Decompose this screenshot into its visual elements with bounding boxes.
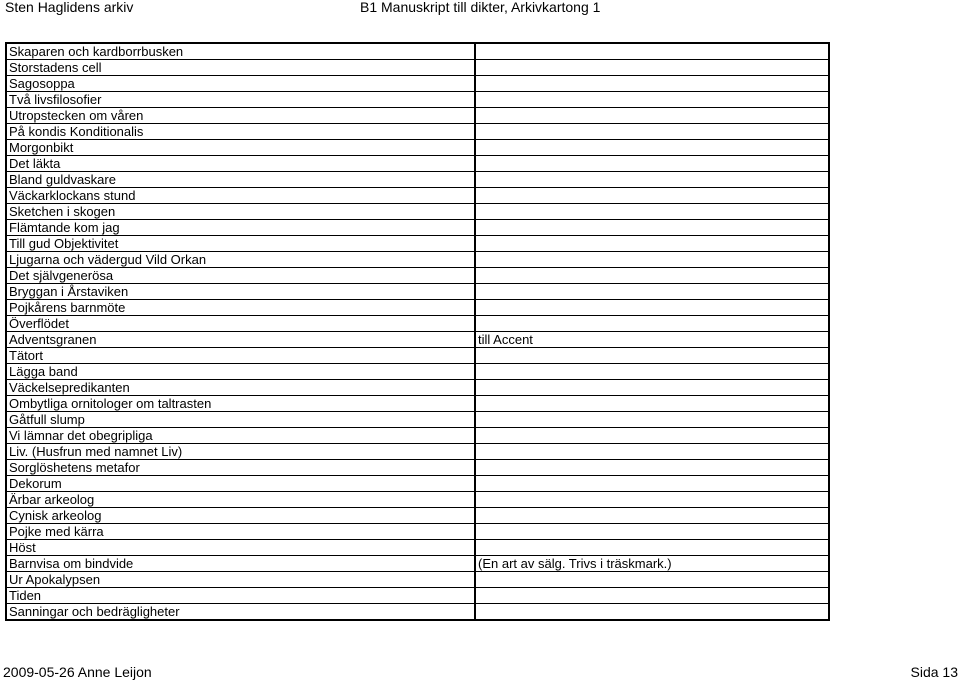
poem-title-cell: Ljugarna och vädergud Vild Orkan [6,252,475,268]
poem-note-cell [475,43,829,60]
table-row [6,572,829,588]
poem-title-cell: Ärbar arkeolog [6,492,475,508]
poem-title-cell: Bryggan i Årstaviken [6,284,475,300]
table-row [6,476,829,492]
poem-title-cell: Det läkta [6,156,475,172]
poem-title-cell: På kondis Konditionalis [6,124,475,140]
table-row [6,43,829,60]
poem-note-cell [475,412,829,428]
table-row [6,540,829,556]
poem-note-cell [475,380,829,396]
poem-note-cell [475,60,829,76]
poem-note-cell: till Accent [475,332,829,348]
table-row [6,76,829,92]
poem-title-cell: Sanningar och bedrägligheter [6,604,475,621]
table-row [6,588,829,604]
poem-title-cell: Utropstecken om våren [6,108,475,124]
poem-note-cell [475,76,829,92]
poem-note-cell [475,316,829,332]
poem-note-cell [475,140,829,156]
page-footer [0,664,960,680]
poem-title-cell: Två livsfilosofier [6,92,475,108]
poem-title-cell: Adventsgranen [6,332,475,348]
poem-title-cell: Flämtande kom jag [6,220,475,236]
poem-title-cell: Gåtfull slump [6,412,475,428]
poem-title-cell: Sagosoppa [6,76,475,92]
poem-title-cell: Pojke med kärra [6,524,475,540]
table-row [6,332,829,348]
table-row [6,396,829,412]
table-row [6,300,829,316]
page-number: Sida 13 [910,664,958,680]
poem-note-cell [475,572,829,588]
poem-title-cell: Sorglöshetens metafor [6,460,475,476]
poem-note-cell [475,604,829,621]
table-row [6,204,829,220]
poem-note-cell [475,284,829,300]
poem-note-cell [475,236,829,252]
poem-title-cell: Ur Apokalypsen [6,572,475,588]
poem-title-cell: Höst [6,540,475,556]
poem-title-cell: Storstadens cell [6,60,475,76]
table-row [6,108,829,124]
table-row [6,92,829,108]
poem-note-cell: (En art av sälg. Trivs i träskmark.) [475,556,829,572]
table-row [6,188,829,204]
poem-title-cell: Överflödet [6,316,475,332]
poem-title-cell: Barnvisa om bindvide [6,556,475,572]
poem-note-cell [475,460,829,476]
poem-title-cell: Tätort [6,348,475,364]
table-row [6,172,829,188]
poem-note-cell [475,396,829,412]
archive-name: Sten Haglidens arkiv [5,0,134,15]
poem-title-cell: Det självgenerösa [6,268,475,284]
poem-note-cell [475,300,829,316]
table-row [6,412,829,428]
poem-note-cell [475,92,829,108]
document-title: B1 Manuskript till dikter, Arkivkartong 1 [360,0,601,15]
poem-title-cell: Liv. (Husfrun med namnet Liv) [6,444,475,460]
table-row [6,220,829,236]
poem-note-cell [475,492,829,508]
poem-title-cell: Bland guldvaskare [6,172,475,188]
poem-title-cell: Cynisk arkeolog [6,508,475,524]
poem-title-cell: Vi lämnar det obegripliga [6,428,475,444]
poem-title-cell: Skaparen och kardborrbusken [6,43,475,60]
poem-title-cell: Väckarklockans stund [6,188,475,204]
table-body [6,43,829,620]
poem-note-cell [475,252,829,268]
table-row [6,428,829,444]
poem-title-cell: Sketchen i skogen [6,204,475,220]
poem-note-cell [475,124,829,140]
poem-title-cell: Till gud Objektivitet [6,236,475,252]
table-row [6,348,829,364]
poem-title-cell: Ombytliga ornitologer om taltrasten [6,396,475,412]
table-row [6,284,829,300]
poem-note-cell [475,476,829,492]
table-row [6,604,829,621]
poem-title-cell: Lägga band [6,364,475,380]
manuscript-table [5,42,830,621]
table-row [6,556,829,572]
page-header [0,0,960,20]
table-row [6,508,829,524]
poem-note-cell [475,268,829,284]
poem-note-cell [475,508,829,524]
table-row [6,380,829,396]
poem-note-cell [475,156,829,172]
table-row [6,252,829,268]
table-row [6,364,829,380]
poem-note-cell [475,540,829,556]
poem-title-cell: Tiden [6,588,475,604]
poem-note-cell [475,172,829,188]
table-row [6,140,829,156]
table-row [6,236,829,252]
poem-note-cell [475,188,829,204]
poem-note-cell [475,220,829,236]
poem-note-cell [475,364,829,380]
table-row [6,492,829,508]
table-row [6,60,829,76]
table-row [6,124,829,140]
poem-note-cell [475,348,829,364]
table-row [6,444,829,460]
table-row [6,268,829,284]
table-row [6,156,829,172]
poem-note-cell [475,204,829,220]
poem-title-cell: Dekorum [6,476,475,492]
table-row [6,524,829,540]
poem-note-cell [475,428,829,444]
poem-title-cell: Pojkårens barnmöte [6,300,475,316]
table-row [6,460,829,476]
poem-note-cell [475,108,829,124]
poem-title-cell: Morgonbikt [6,140,475,156]
table-row [6,316,829,332]
poem-note-cell [475,444,829,460]
poem-note-cell [475,524,829,540]
poem-title-cell: Väckelsepredikanten [6,380,475,396]
poem-note-cell [475,588,829,604]
footer-date-author: 2009-05-26 Anne Leijon [3,664,152,680]
